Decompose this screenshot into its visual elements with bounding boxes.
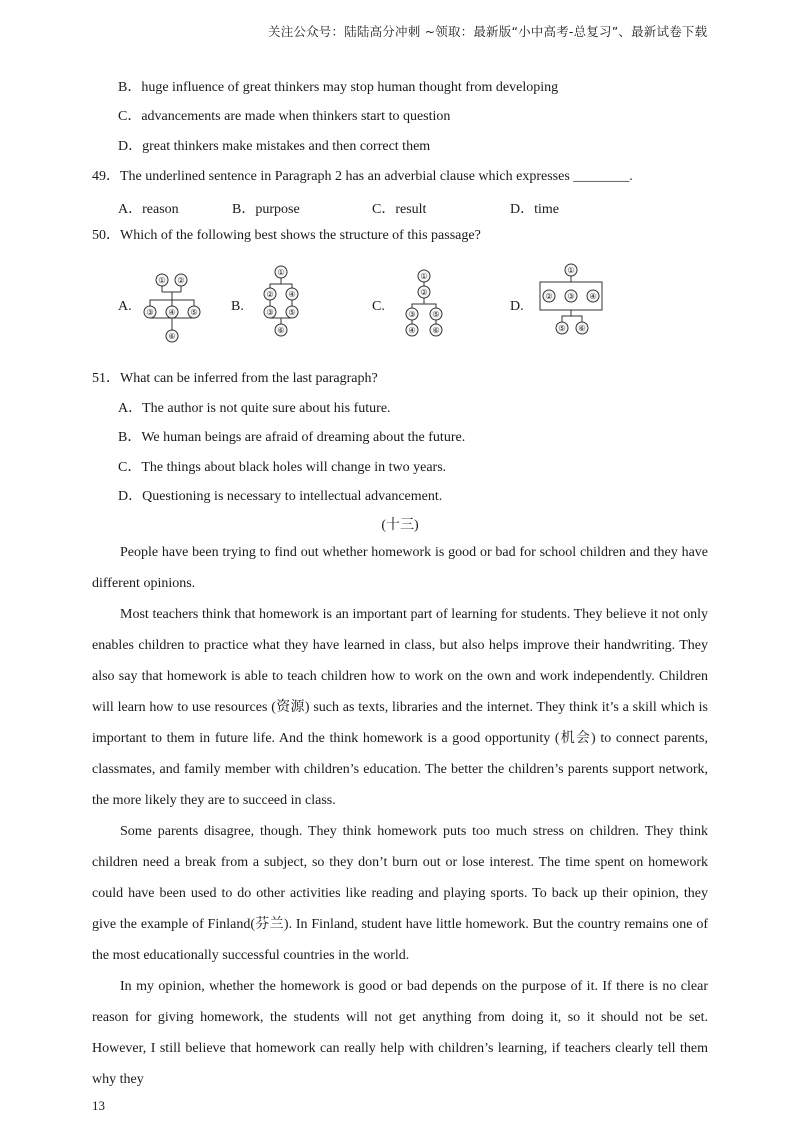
diagram-a-node: ① — [158, 276, 166, 285]
q49-option-c: C．result — [372, 202, 427, 217]
diagram-c-node: ⑥ — [432, 326, 440, 335]
page-header: 关注公众号：陆陆高分冲刺 ~领取：最新版“小中高考-总复习”、最新试卷下载 — [268, 24, 708, 39]
diagram-b-node: ① — [277, 268, 285, 277]
q51-stem: 51．What can be inferred from the last paragraph? — [92, 371, 378, 386]
q51-option-c: C．The things about black holes will change in two years. — [118, 460, 447, 475]
diagram-b-node: ④ — [288, 290, 296, 299]
q51-option-a: A．The author is not quite sure about his future. — [118, 401, 391, 416]
diagram-d-node: ② — [545, 292, 553, 301]
passage-paragraph: Some parents disagree, though. They think homework puts too much stress on children. They think children need a break from a subject, so they don’t burn out or lose interest. The time spent on homework could have been used to do other activities like reading and playing sports. To back up their opinion, they give the example of Finland(芬兰). In Finland, student have little homework. But the country remains one of the most educationally successful countries in the world. — [92, 824, 708, 963]
diagram-d-node: ③ — [567, 292, 575, 301]
passage-paragraph: In my opinion, whether the homework is good or bad depends on the purpose of it. If there is no clear reason for giving homework, the students will not get anything from doing it, so it should not be set. However, I still believe that homework can really help with children’s learning, if teachers clearly tell them why they — [92, 979, 708, 1087]
diagram-a-node: ② — [177, 276, 185, 285]
diagram-c-node: ① — [420, 272, 428, 281]
q49-option-a: A．reason — [118, 202, 179, 217]
q50-option-d-label: D. — [510, 299, 524, 314]
diagram-b-node: ⑤ — [288, 308, 296, 317]
q50-option-c-label: C. — [372, 299, 385, 314]
structure-diagram-b — [258, 262, 304, 342]
structure-diagram-a — [140, 270, 210, 344]
diagram-c-node: ③ — [408, 310, 416, 319]
structure-diagram-d — [536, 260, 606, 340]
q49-stem: 49．The underlined sentence in Paragraph 2 has an adverbial clause which expresses ________. — [92, 169, 633, 184]
diagram-c-node: ⑤ — [432, 310, 440, 319]
diagram-a-node: ⑥ — [168, 332, 176, 341]
structure-diagram-c — [396, 266, 452, 340]
section-title: (十三) — [381, 518, 419, 533]
diagram-a-node: ③ — [146, 308, 154, 317]
diagram-a-node: ⑤ — [190, 308, 198, 317]
diagram-c-node: ② — [420, 288, 428, 297]
passage — [92, 537, 708, 1095]
diagram-a-node: ④ — [168, 308, 176, 317]
q51-option-b: B．We human beings are afraid of dreaming about the future. — [118, 430, 466, 445]
diagram-b-node: ② — [266, 290, 274, 299]
diagram-d-node: ⑥ — [578, 324, 586, 333]
passage-paragraph: People have been trying to find out whether homework is good or bad for school children and they have different opinions. — [92, 545, 708, 591]
diagram-b-node: ③ — [266, 308, 274, 317]
diagram-d-node: ① — [567, 266, 575, 275]
diagram-c-node: ④ — [408, 326, 416, 335]
page-number: 13 — [92, 1098, 105, 1113]
passage-paragraph: Most teachers think that homework is an important part of learning for students. They believe it not only enables children to practice what they have learned in class, but also helps improve their handwriting. They also say that homework is able to teach children how to work on the own and work independently. Children will learn how to use resources (资源) such as texts, libraries and the internet. They think it’s a skill which is important to them in future life. And the think homework is a good opportunity (机会) to connect parents, classmates, and family member with children’s education. The better the children’s parents support network, the more likely they are to succeed in class. — [92, 607, 708, 808]
q50-option-a-label: A. — [118, 299, 132, 314]
q48-option-b: B．huge influence of great thinkers may stop human thought from developing — [118, 80, 559, 95]
q48-option-c: C．advancements are made when thinkers start to question — [118, 109, 451, 124]
q49-option-b: B．purpose — [232, 202, 300, 217]
q49-option-d: D．time — [510, 202, 559, 217]
q48-option-d: D．great thinkers make mistakes and then correct them — [118, 139, 431, 154]
diagram-d-node: ⑤ — [558, 324, 566, 333]
q51-option-d: D．Questioning is necessary to intellectual advancement. — [118, 489, 443, 504]
q50-stem: 50．Which of the following best shows the structure of this passage? — [92, 228, 481, 243]
diagram-d-node: ④ — [589, 292, 597, 301]
diagram-b-node: ⑥ — [277, 326, 285, 335]
q50-option-b-label: B. — [231, 299, 244, 314]
